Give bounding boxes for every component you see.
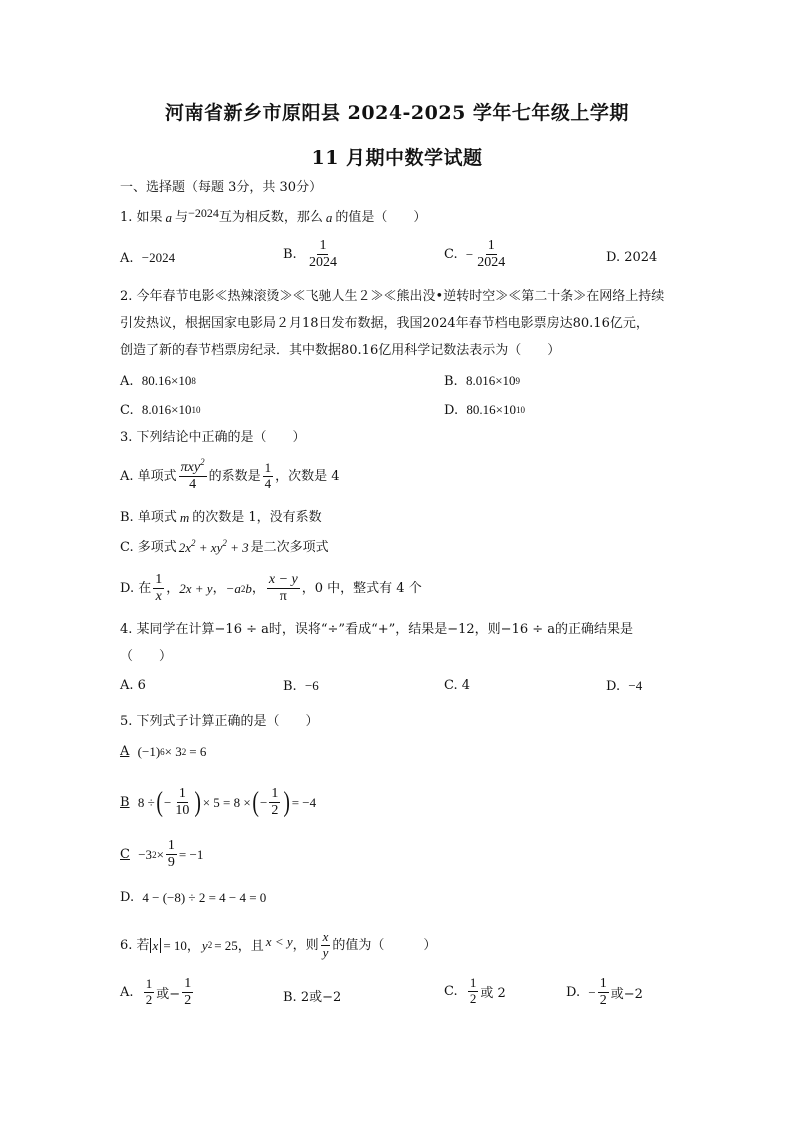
question-6-stem: 6. 若 x = 10， y 2 = 25，且 x < y ，则 $\frac{x}{y}$ 的值为（ ）: [120, 929, 437, 960]
question-2-line-3: 创造了新的春节档票房纪录．其中数据80.16亿用科学记数法表示为（ ）: [120, 343, 561, 358]
q6-option-c[interactable]: C. $\frac{1}{2}$ 或 2: [444, 975, 506, 1006]
q5-option-b[interactable]: B 8 ÷ ( − $\frac{1}{10}$ ) × 5 = 8 × ( − $\frac{1}{2}$ ) = −4: [120, 786, 317, 819]
q2-option-d[interactable]: D. 80.16×10 10: [444, 402, 525, 418]
q6-option-a[interactable]: A. $\frac{1}{2}$ 或− $\frac{1}{2}$: [120, 976, 192, 1009]
q4-option-c[interactable]: C. 4: [444, 678, 471, 693]
question-4-line-1: 4. 某同学在计算−16 ÷ a时，误将“÷”看成“+”，结果是−12，则−16 ÷ a的正确结果是: [120, 622, 634, 637]
q4-option-a[interactable]: A. 6: [120, 678, 146, 693]
section-heading: 一、选择题（每题 3分，共 30分）: [120, 180, 323, 195]
page-title-line2: 11 月期中数学试题: [311, 147, 483, 169]
q3-option-d[interactable]: D. 在 $\frac{1}{x}$ ， 2x + y ， −a 2 b ， $\frac{x - y}{\pi}$ ，0 中，整式有 4 个: [120, 572, 422, 605]
q2-option-c[interactable]: C. 8.016×10 10: [120, 402, 201, 418]
q2-option-a[interactable]: A. 80.16×10 8: [120, 373, 196, 389]
q3-option-c[interactable]: C. 多项式 $2x^2 + xy^2 + 3$ 是二次多项式: [120, 538, 329, 555]
question-3-stem: 3. 下列结论中正确的是（ ）: [120, 430, 306, 445]
question-1-stem: 1. 如果 a 与 −2024 互为相反数，那么 a 的值是（ ）: [120, 205, 427, 225]
q5-option-d[interactable]: D. 4 − (−8) ÷ 2 = 4 − 4 = 0: [120, 890, 267, 905]
q6-option-d[interactable]: D. − $\frac{1}{2}$ 或−2: [566, 976, 643, 1009]
question-2-line-2: 引发热议，根据国家电影局２月18日发布数据，我国2024年春节档电影票房达80.16亿元，: [120, 316, 649, 331]
page-title-line1: 河南省新乡市原阳县 2024-2025 学年七年级上学期: [165, 102, 629, 124]
question-5-stem: 5. 下列式子计算正确的是（ ）: [120, 714, 319, 729]
question-2-line-1: 2. 今年春节电影≪热辣滚烫≫≪飞驰人生２≫≪熊出没•逆转时空≫≪第二十条≫在网络上持续: [120, 289, 665, 304]
q1-option-b[interactable]: B. $\frac{1}{2024}$: [283, 238, 337, 271]
q5-option-c[interactable]: C −3 2 × $\frac{1}{9}$ = −1: [120, 838, 204, 871]
q3-option-a[interactable]: A. 单项式 $\frac{\pi xy^2}{4}$ 的系数是 $\frac{1}{4}$ ，次数是 4: [120, 457, 340, 493]
q2-option-b[interactable]: B. 8.016×10 9: [444, 373, 521, 389]
q4-option-b[interactable]: B. −6: [283, 678, 319, 694]
q4-option-d[interactable]: D. −4: [606, 678, 643, 694]
q1-option-c[interactable]: C. − $\frac{1}{2024}$: [444, 238, 506, 271]
question-4-line-2: （ ）: [120, 649, 173, 664]
q6-option-b[interactable]: B. 2或−2: [283, 990, 342, 1005]
q3-option-b[interactable]: B. 单项式 m 的次数是 1，没有系数: [120, 510, 322, 525]
q1-option-a[interactable]: A. −2024: [120, 250, 176, 266]
q1-option-d[interactable]: D. 2024: [606, 250, 658, 265]
q5-option-a[interactable]: A (−1) 6 × 3 2 = 6: [120, 744, 207, 759]
